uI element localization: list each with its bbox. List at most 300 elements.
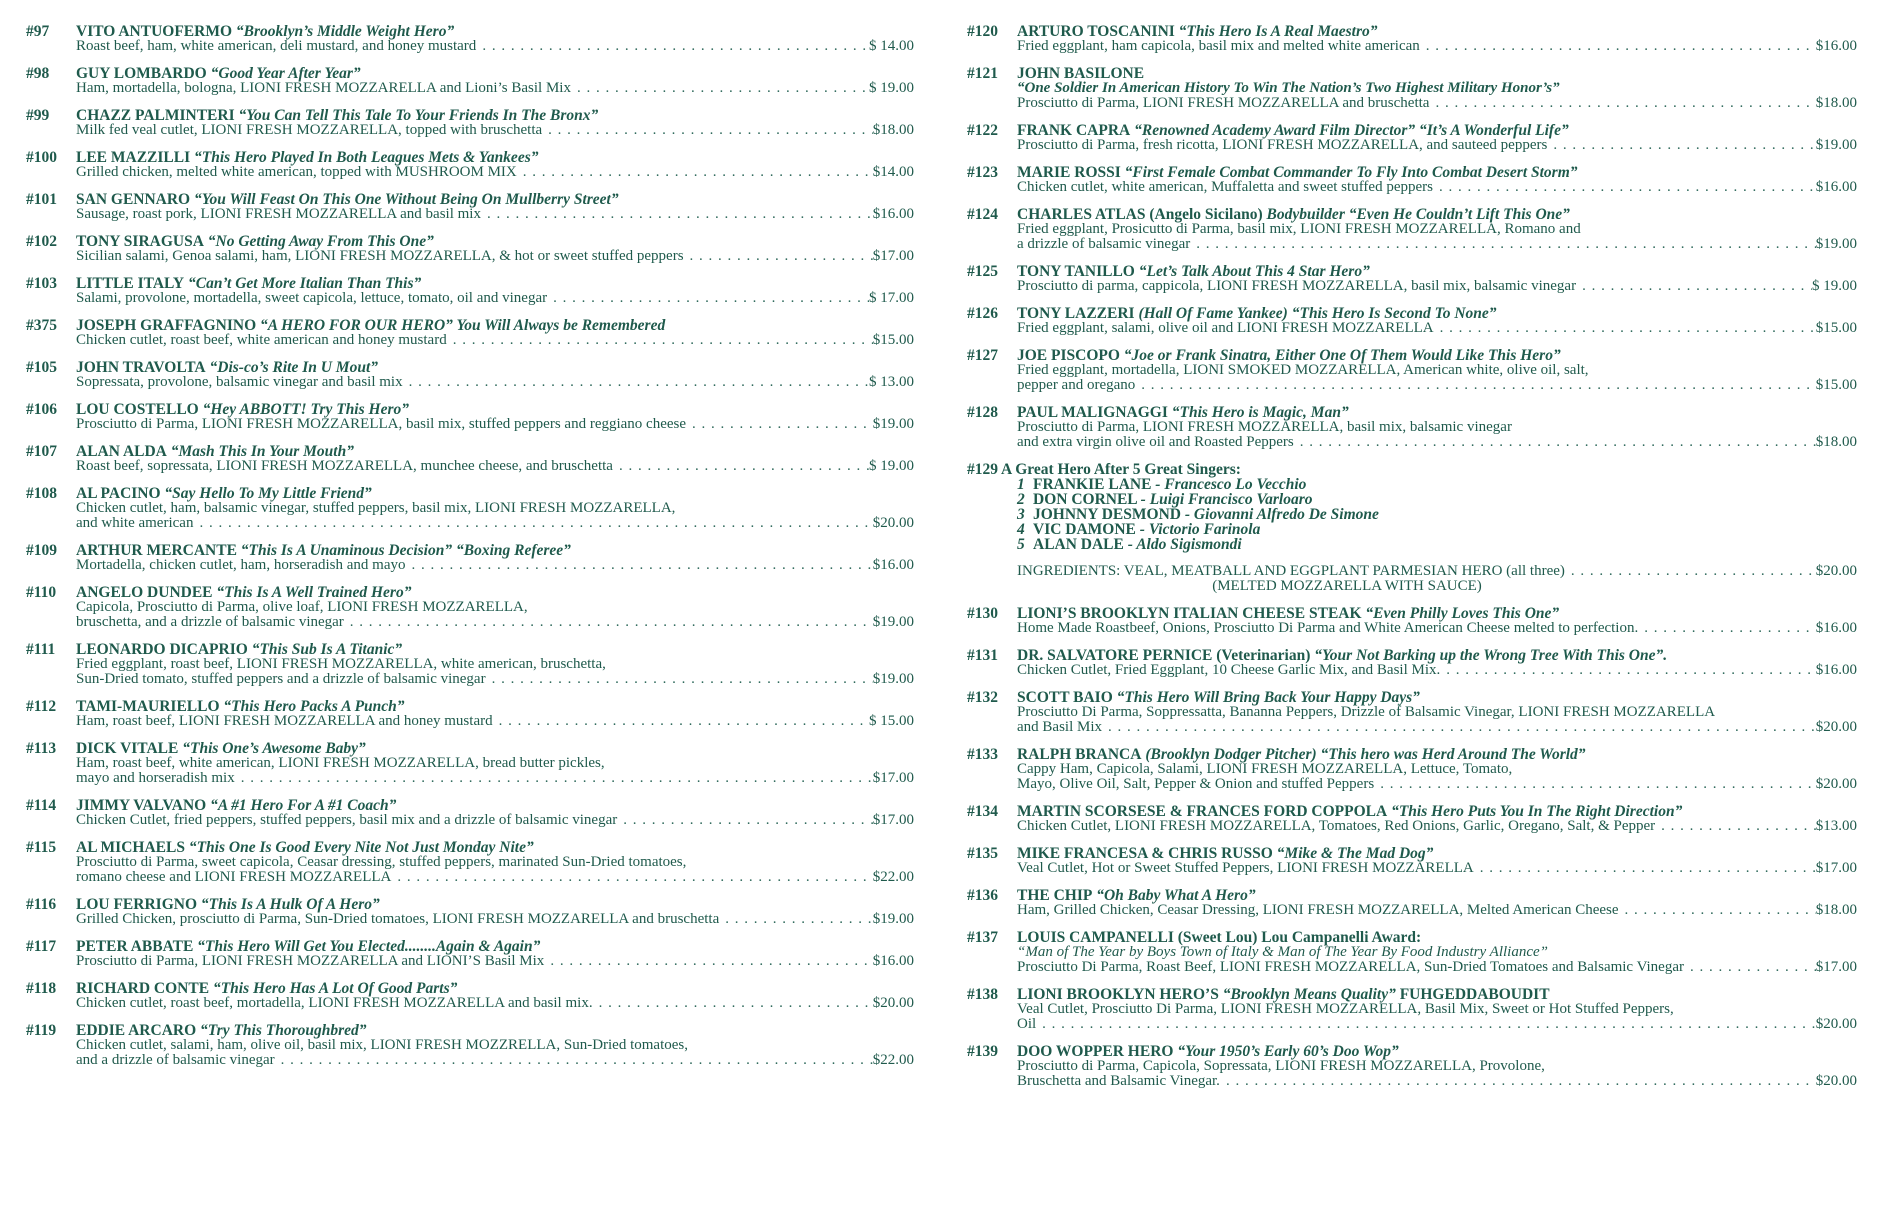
menu-item [26,741,914,786]
item-number: #114 [26,797,57,814]
description-line [1017,96,1857,111]
singer-row [967,507,1857,522]
description-line [1017,222,1857,237]
price: $15.00 [1815,377,1857,393]
dot-leader [517,165,873,180]
item-number: #100 [26,149,57,166]
dot-leader [1190,237,1816,252]
item-number: #121 [967,65,998,82]
description-text: Home Made Roastbeef, Onions, Prosciutto Di Parma and White American Cheese melted to perfection. [1017,620,1639,636]
dot-leader [1576,279,1812,294]
singers-ingredients [967,564,1857,594]
item-heading [1017,123,1857,138]
price: $19.00 [872,416,914,432]
singer-name: VIC DAMONE [1033,521,1136,538]
item-number: #135 [967,845,998,862]
description-line [76,615,914,630]
description-text: Sopressata, provolone, balsamic vinegar and basil mix [76,374,403,390]
description-text: Cappy Ham, Capicola, Salami, LIONI FRESH MOZZARELLA, Lettuce, Tomato, [1017,761,1513,777]
price: $19.00 [872,671,914,687]
menu-item [26,444,914,474]
hero-tagline: “Oh Baby What A Hero” [1096,887,1256,904]
price: $18.00 [1815,434,1857,450]
item-heading [1017,24,1857,39]
price: $16.00 [1815,38,1857,54]
hero-tagline: “Your Not Barking up the Wrong Tree With This One”. [1314,647,1668,664]
item-heading [1017,930,1857,945]
description-line [76,600,914,615]
menu-item [26,192,914,222]
hero-tagline: (Brooklyn Dodger Pitcher) “This hero was Herd Around The World” [1145,746,1586,763]
description-text: Sausage, roast pork, LIONI FRESH MOZZARELLA and basil mix [76,206,481,222]
item-heading [76,486,914,501]
hero-tagline: “This Is A Unaminous Decision” “Boxing Referee” [240,542,571,559]
price: $16.00 [1815,662,1857,678]
description-text: Prosciutto di Parma, LIONI FRESH MOZZARELLA, basil mix, balsamic vinegar [1017,419,1512,435]
hero-tagline: “This Hero Will Get You Elected........Again & Again” [197,938,541,955]
dot-leader [593,996,873,1011]
description-text: Oil [1017,1016,1037,1032]
description-text: Roast beef, ham, white american, deli mustard, and honey mustard [76,38,477,54]
item-heading [76,108,914,123]
item-heading [1017,66,1857,81]
item-heading [76,939,914,954]
hero-name: LOU FERRIGNO [76,896,197,913]
description-text: romano cheese and LIONI FRESH MOZZARELLA [76,869,392,885]
price: $20.00 [1815,563,1857,579]
hero-name-suffix: FUHGEDDABOUDIT [1399,986,1550,1003]
description-line [76,912,914,927]
menu-item [967,1044,1857,1089]
dot-leader [1619,903,1816,918]
menu-item [26,981,914,1011]
dot-leader [1434,321,1816,336]
dot-leader [719,912,873,927]
description-text: Fried eggplant, mortadella, LIONI SMOKED MOZZARELLA, American white, olive oil, salt, [1017,362,1589,378]
item-number: #130 [967,605,998,622]
menu-item [967,264,1857,294]
dot-leader [1474,861,1816,876]
menu-item [967,690,1857,735]
description-line [76,813,914,828]
singer-name: ALAN DALE [1033,536,1124,553]
dot-leader [547,291,869,306]
hero-tagline: “Your 1950’s Early 60’s Doo Wop” [1177,1043,1399,1060]
description-text: Grilled chicken, melted white american, topped with MUSHROOM MIX [76,164,517,180]
item-number: #111 [26,641,56,658]
description-text: Sun-Dried tomato, stuffed peppers and a drizzle of balsamic vinegar [76,671,486,687]
description-line [76,672,914,687]
description-text: Sicilian salami, Genoa salami, ham, LIONI FRESH MOZZARELLA, & hot or sweet stuffed peppers [76,248,684,264]
description-text: Ham, roast beef, white american, LIONI FRESH MOZZARELLA, bread butter pickles, [76,755,605,771]
hero-name: LEE MAZZILLI [76,149,191,166]
price: $ 19.00 [869,80,914,96]
description-line [76,459,914,474]
dot-leader [1684,960,1816,975]
hero-tagline: “Hey ABBOTT! Try This Hero” [202,401,409,418]
dot-leader [686,417,873,432]
description-text: Prosciutto di Parma, LIONI FRESH MOZZARELLA, basil mix, stuffed peppers and reggiano cheese [76,416,687,432]
description-line [1017,762,1857,777]
menu-item [26,840,914,885]
hero-name: LOU COSTELLO [76,401,199,418]
menu-item [967,747,1857,792]
hero-tagline: “This Is A Well Trained Hero” [216,584,412,601]
item-number: #97 [26,23,50,40]
dot-leader [1294,435,1816,450]
description-text: Prosciutto di Parma, Capicola, Sopressata, LIONI FRESH MOZZARELLA, Provolone, [1017,1058,1545,1074]
description-text: Grilled Chicken, prosciutto di Parma, Sun-Dried tomatoes, LIONI FRESH MOZZARELLA and bruschetta [76,911,720,927]
description-line [1017,903,1857,918]
description-line [76,714,914,729]
hero-name: TONY LAZZERI [1017,305,1135,322]
item-heading [76,642,914,657]
hero-tagline: “This Hero Will Bring Back Your Happy Days” [1116,689,1420,706]
hero-name: LIONI’S BROOKLYN ITALIAN CHEESE STEAK [1017,605,1362,622]
price: $ 13.00 [869,374,914,390]
item-heading [76,840,914,855]
description-text: Prosciutto di parma, cappicola, LIONI FRESH MOZZARELLA, basil mix, balsamic vinegar [1017,278,1577,294]
menu-item [26,318,914,348]
description-line [76,657,914,672]
item-heading [1017,987,1857,1002]
hero-tagline: “Dis-co’s Rite In U Mout” [209,359,379,376]
description-line [76,1053,914,1068]
item-heading [76,981,914,996]
dot-leader [571,81,869,96]
dot-leader [1655,819,1816,834]
item-number: #98 [26,65,50,82]
price: $15.00 [1815,320,1857,336]
description-text: Prosciutto di Parma, LIONI FRESH MOZZARELLA and bruschetta [1017,95,1430,111]
description-line [1017,435,1857,450]
hero-name: JOE PISCOPO [1017,347,1120,364]
dot-leader [1565,564,1816,579]
hero-name: AL PACINO [76,485,161,502]
hero-name: ANGELO DUNDEE [76,584,213,601]
price: $16.00 [872,206,914,222]
menu-item [26,1023,914,1068]
price: $16.00 [872,953,914,969]
item-heading [1017,690,1857,705]
item-heading [1017,606,1857,621]
item-number: #119 [26,1022,57,1039]
hero-name: ARTURO TOSCANINI [1017,23,1175,40]
dot-leader [486,672,873,687]
description-text: Fried eggplant, Prosicutto di Parma, basil mix, LIONI FRESH MOZZARELLA, Romano and [1017,221,1581,237]
dot-leader [1036,1017,1816,1032]
hero-name: LEONARDO DICAPRIO [76,641,248,658]
item-heading [1017,405,1857,420]
dot-leader [1135,378,1815,393]
description-line [76,417,914,432]
price: $ 19.00 [1812,278,1857,294]
hero-name: AL MICHAELS [76,839,185,856]
menu-item [26,108,914,138]
hero-tagline: “This One Is Good Every Nite Not Just Monday Nite” [188,839,534,856]
hero-tagline: “Can’t Get More Italian Than This” [188,275,422,292]
hero-name: JIMMY VALVANO [76,797,207,814]
item-number: #138 [967,986,998,1003]
description-text: Chicken cutlet, roast beef, mortadella, LIONI FRESH MOZZARELLA and basil mix. [76,995,593,1011]
description-line [1017,420,1857,435]
description-line [76,771,914,786]
description-line [76,165,914,180]
item-number: #134 [967,803,998,820]
item-number: #117 [26,938,57,955]
hero-tagline: “This Hero Has A Lot Of Good Parts” [212,980,458,997]
item-heading [1017,165,1857,180]
dot-leader [1433,180,1816,195]
item-number: #136 [967,887,998,904]
menu-item [26,642,914,687]
hero-tagline: (Hall Of Fame Yankee) “This Hero Is Second To None” [1138,305,1497,322]
singer-real-name: - Victorio Farinola [1139,521,1261,538]
dot-leader [447,333,873,348]
price: $ 14.00 [869,38,914,54]
menu-item [967,306,1857,336]
hero-name: PAUL MALIGNAGGI [1017,404,1168,421]
ingredients-text: INGREDIENTS: VEAL, MEATBALL AND EGGPLANT PARMESIAN HERO (all three) [1017,563,1565,579]
menu-item [26,402,914,432]
menu-item [967,405,1857,450]
price: $17.00 [872,770,914,786]
description-text: Milk fed veal cutlet, LIONI FRESH MOZZARELLA, topped with bruschetta [76,122,543,138]
description-line [1017,663,1857,678]
description-text: and Basil Mix [1017,719,1102,735]
price: $16.00 [1815,620,1857,636]
dot-leader [544,954,872,969]
item-number: #116 [26,896,57,913]
hero-tagline: “This Hero Packs A Punch” [223,698,405,715]
price: $18.00 [1815,902,1857,918]
hero-tagline: “This Hero Is A Real Maestro” [1178,23,1378,40]
hero-name: LOUIS CAMPANELLI (Sweet Lou) Lou Campanelli Award: [1017,929,1422,946]
description-text: Prosciutto Di Parma, Roast Beef, LIONI FRESH MOZZARELLA, Sun-Dried Tomatoes and Balsamic Vinegar [1017,959,1684,975]
singer-row [967,537,1857,552]
description-text: Chicken cutlet, roast beef, white american and honey mustard [76,332,447,348]
hero-name: JOHN BASILONE [1017,65,1145,82]
hero-name: MARTIN SCORSESE & FRANCES FORD COPPOLA [1017,803,1388,820]
hero-name: RALPH BRANCA [1017,746,1142,763]
hero-name: TAMI-MAURIELLO [76,698,220,715]
description-text: and extra virgin olive oil and Roasted Peppers [1017,434,1294,450]
description-line [76,558,914,573]
hero-name: PETER ABBATE [76,938,194,955]
item-number: #137 [967,929,998,946]
price: $20.00 [1815,719,1857,735]
item-heading [1017,804,1857,819]
menu-column-left [26,24,914,1068]
description-text: pepper and oregano [1017,377,1136,393]
dot-leader [617,813,873,828]
item-number: #118 [26,980,57,997]
menu-column-right [967,24,1857,1089]
item-heading [76,360,914,375]
item-number: #124 [967,206,998,223]
hero-tagline: “Brooklyn Means Quality” [1222,986,1396,1003]
singer-real-name: - Giovanni Alfredo De Simone [1184,506,1379,523]
hero-tagline: “Good Year After Year” [210,65,361,82]
dot-leader [542,123,873,138]
price: $19.00 [872,614,914,630]
menu-item [26,543,914,573]
description-text: Ham, mortadella, bologna, LIONI FRESH MOZZARELLA and Lioni’s Basil Mix [76,80,571,96]
item-number: #133 [967,746,998,763]
item-number: #125 [967,263,998,280]
description-line [76,516,914,531]
item-number: #109 [26,542,57,559]
hero-name: SAN GENNARO [76,191,191,208]
item-heading [76,192,914,207]
hero-tagline: “First Female Combat Commander To Fly Into Combat Desert Storm” [1124,164,1578,181]
item-number: #127 [967,347,998,364]
hero-name: VITO ANTUOFERMO [76,23,233,40]
item-heading [1017,264,1857,279]
item-heading [1017,888,1857,903]
dot-leader [1420,39,1816,54]
hero-tagline: “This Hero Played In Both Leagues Mets & Yankees” [194,149,539,166]
item-heading [76,798,914,813]
dot-leader [613,459,869,474]
item-number: #139 [967,1043,998,1060]
item-number: #131 [967,647,998,664]
dot-leader [1440,663,1815,678]
price: $17.00 [872,248,914,264]
dot-leader [391,870,872,885]
singer-real-name: - Aldo Sigismondi [1127,536,1242,553]
dot-leader [1547,138,1815,153]
item-heading [1017,747,1857,762]
item-number: #101 [26,191,57,208]
item-heading [76,402,914,417]
description-line [76,39,914,54]
price: $14.00 [872,164,914,180]
description-line [1017,621,1857,636]
menu-item [967,648,1857,678]
price: $18.00 [1815,95,1857,111]
hero-tagline: “You Can Tell This Tale To Your Friends In The Bronx” [238,107,599,124]
description-text: Prosciutto di Parma, fresh ricotta, LIONI FRESH MOZZARELLA, and sauteed peppers [1017,137,1548,153]
description-text: Veal Cutlet, Hot or Sweet Stuffed Peppers, LIONI FRESH MOZZARELLA [1017,860,1474,876]
hero-tagline: “No Getting Away From This One” [207,233,434,250]
price: $19.00 [1815,137,1857,153]
menu-item [26,699,914,729]
description-line [1017,819,1857,834]
price: $16.00 [1815,179,1857,195]
item-number: #112 [26,698,57,715]
hero-name: LITTLE ITALY [76,275,185,292]
hero-name: CHARLES ATLAS (Angelo Sicilano) [1017,206,1263,223]
price: $20.00 [872,995,914,1011]
price: $20.00 [1815,1016,1857,1032]
hero-name: JOSEPH GRAFFAGNINO [76,317,257,334]
item-number: #113 [26,740,57,757]
description-line [76,855,914,870]
price: $ 19.00 [869,458,914,474]
menu-item [967,207,1857,252]
item-number: #132 [967,689,998,706]
hero-tagline: “Renowned Academy Award Film Director” “It’s A Wonderful Life” [1134,122,1569,139]
description-text: Capicola, Prosciutto di Parma, olive loaf, LIONI FRESH MOZZARELLA, [76,599,528,615]
hero-name: FRANK CAPRA [1017,122,1131,139]
hero-name: RICHARD CONTE [76,980,210,997]
singer-name: DON CORNEL [1033,491,1137,508]
description-text: mayo and horseradish mix [76,770,235,786]
menu-item [26,24,914,54]
dot-leader [403,375,869,390]
hero-name: TONY SIRAGUSA [76,233,204,250]
hero-tagline: “Even Philly Loves This One” [1365,605,1560,622]
singer-real-name: - Luigi Francisco Varloaro [1140,491,1313,508]
menu-item [967,888,1857,918]
menu-item [967,66,1857,111]
item-heading [1017,306,1857,321]
description-text: Chicken cutlet, salami, ham, olive oil, basil mix, LIONI FRESH MOZZRELLA, Sun-Dried tomatoes, [76,1037,688,1053]
dot-leader [684,249,873,264]
price: $22.00 [872,869,914,885]
description-line [76,954,914,969]
price: $20.00 [1815,776,1857,792]
description-line [76,1038,914,1053]
item-heading [76,318,914,333]
item-number: #99 [26,107,50,124]
description-line [1017,1059,1857,1074]
item-heading [1017,846,1857,861]
item-heading [1017,348,1857,363]
description-text: Chicken Cutlet, LIONI FRESH MOZZARELLA, Tomatoes, Red Onions, Garlic, Oregano, Salt, & Pepper [1017,818,1656,834]
description-text: Fried eggplant, salami, olive oil and LIONI FRESH MOZZARELLA [1017,320,1434,336]
description-line [1017,39,1857,54]
dot-leader [1220,1074,1816,1089]
singer-row [967,522,1857,537]
hero-name: JOHN TRAVOLTA [76,359,206,376]
description-text: Prosciutto Di Parma, Soppressatta, Bananna Peppers, Drizzle of Balsamic Vinegar, LIONI FRESH MOZZARELLA [1017,704,1716,720]
description-line [1017,180,1857,195]
menu-item [967,165,1857,195]
description-line [76,870,914,885]
menu-items-120-128 [967,24,1857,450]
item-heading [76,897,914,912]
price: $15.00 [872,332,914,348]
hero-name: EDDIE ARCARO [76,1022,197,1039]
hero-tagline: “Mash This In Your Mouth” [170,443,354,460]
hero-tagline: “Let’s Talk About This 4 Star Hero” [1138,263,1370,280]
item-heading [76,543,914,558]
description-line [1017,960,1857,975]
item-heading [1017,207,1857,222]
description-line [1017,1002,1857,1017]
item-number: #126 [967,305,998,322]
menu-item [967,606,1857,636]
hero-name: DR. SALVATORE PERNICE (Veterinarian) [1017,647,1311,664]
hero-tagline: “This Hero is Magic, Man” [1171,404,1349,421]
dot-leader [1102,720,1816,735]
item-number: #123 [967,164,998,181]
menu-item [967,123,1857,153]
singer-real-name: - Francesco Lo Vecchio [1155,476,1307,493]
hero-tagline: Bodybuilder “Even He Couldn’t Lift This One” [1266,206,1570,223]
item-heading [76,24,914,39]
menu-item [967,348,1857,393]
hero-name: DOO WOPPER HERO [1017,1043,1174,1060]
description-text: Mortadella, chicken cutlet, ham, horseradish and mayo [76,557,406,573]
description-line [76,501,914,516]
description-line [76,333,914,348]
singer-row [967,492,1857,507]
description-line [76,291,914,306]
menu-item [967,987,1857,1032]
